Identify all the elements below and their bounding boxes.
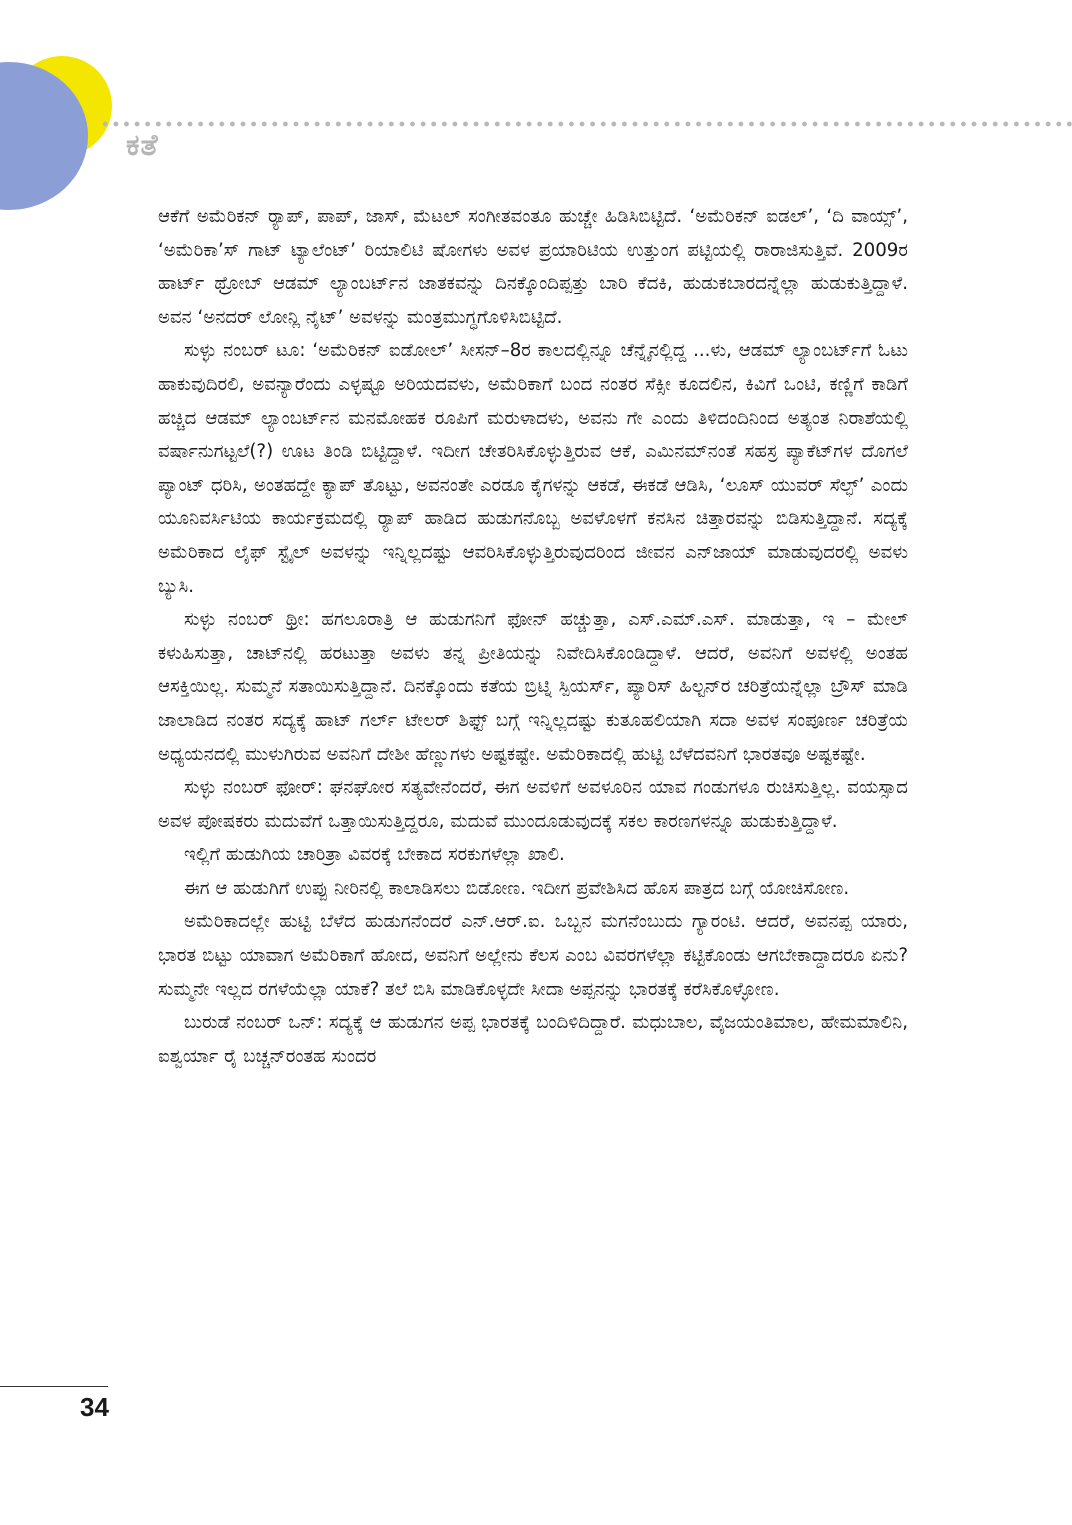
paragraph-2: ಸುಳ್ಳು ನಂಬರ್ ಟೂ: ‘ಅಮೆರಿಕನ್ ಐಡೋಲ್’ ಸೀಸನ್–8ರ ಕಾಲದಲ್ಲಿನ್ನೂ ಚೆನ್ನೈನಲ್ಲಿದ್ದ ...ಳು, ಆಡಮ್ ಲ್ಯಾಂಬರ್ಟ್‌ಗೆ ಓಟು ಹಾಕುವುದಿರಲಿ, ಅವನ್ಯಾರೆಂದು ಎಳ್ಳಷ್ಟೂ ಅರಿಯದವಳು, ಅಮೆರಿಕಾಗೆ ಬಂದ ನಂತರ ಸೆಕ್ಸೀ ಕೂದಲಿನ, ಕಿವಿಗೆ ಒಂಟಿ, ಕಣ್ಣಿಗೆ ಕಾಡಿಗೆ ಹಚ್ಚಿದ ಆಡಮ್ ಲ್ಯಾಂಬರ್ಟ್‌ನ ಮನಮೋಹಕ ರೂಪಿಗೆ ಮರುಳಾದಳು, ಅವನು ಗೇ ಎಂದು ತಿಳಿದಂದಿನಿಂದ ಅತ್ಯಂತ ನಿರಾಶೆಯಲ್ಲಿ ವರ್ಷಾನುಗಟ್ಟಲೆ(?) ಊಟ ತಿಂಡಿ ಬಿಟ್ಟಿದ್ದಾಳೆ. ಇದೀಗ ಚೇತರಿಸಿಕೊಳ್ಳುತ್ತಿರುವ ಆಕೆ, ಎಮಿನಮ್‌ನಂತೆ ಸಹಸ್ರ ಪ್ಯಾಕೆಟ್‌ಗಳ ದೊಗಲೆ ಪ್ಯಾಂಟ್ ಧರಿಸಿ, ಅಂತಹದ್ದೇ ಕ್ಯಾಪ್ ತೊಟ್ಟು, ಅವನಂತೇ ಎರಡೂ ಕೈಗಳನ್ನು ಆಕಡೆ, ಈಕಡೆ ಆಡಿಸಿ, ‘ಲೂಸ್ ಯುವರ್ ಸೆಲ್ಫ್’ ಎಂದು ಯೂನಿವರ್ಸಿಟಿಯ ಕಾರ್ಯಕ್ರಮದಲ್ಲಿ ರ್‍ಯಾಪ್ ಹಾಡಿದ ಹುಡುಗನೊಬ್ಬ ಅವಳೊಳಗೆ ಕನಸಿನ ಚಿತ್ತಾರವನ್ನು ಬಿಡಿಸುತ್ತಿದ್ದಾನೆ. ಸದ್ಯಕ್ಕೆ ಅಮೆರಿಕಾದ ಲೈಫ್ ಸ್ಟೈಲ್ ಅವಳನ್ನು ಇನ್ನಿಲ್ಲದಷ್ಟು ಆವರಿಸಿಕೊಳ್ಳುತ್ತಿರುವುದರಿಂದ ಜೀವನ ಎನ್‌ಜಾಯ್ ಮಾಡುವುದರಲ್ಲಿ ಅವಳು ಬ್ಯುಸಿ. — [158, 340, 908, 597]
footer-rule — [0, 1386, 108, 1387]
paragraph-1: ಆಕೆಗೆ ಅಮೆರಿಕನ್ ರ್‍ಯಾಪ್, ಪಾಪ್, ಜಾಸ್, ಮೆಟಲ್ ಸಂಗೀತವಂತೂ ಹುಚ್ಚೇ ಹಿಡಿಸಿಬಿಟ್ಟಿದೆ. ‘ಅಮೆರಿಕನ್ ಐಡಲ್’, ‘ದಿ ವಾಯ್ಸ್’, ‘ಅಮೆರಿಕಾ’ಸ್ ಗಾಟ್ ಟ್ಯಾಲೆಂಟ್’ ರಿಯಾಲಿಟಿ ಷೋಗಳು ಅವಳ ಪ್ರಯಾರಿಟಿಯ ಉತ್ತುಂಗ ಪಟ್ಟಿಯಲ್ಲಿ ರಾರಾಜಿಸುತ್ತಿವೆ. 2009ರ ಹಾರ್ಟ್ ಥ್ರೋಬ್ ಆಡಮ್ ಲ್ಯಾಂಬರ್ಟ್‌ನ ಜಾತಕವನ್ನು ದಿನಕ್ಕೊಂದಿಪ್ಪತ್ತು ಬಾರಿ ಕೆದಕಿ, ಹುಡುಕಬಾರದನ್ನೆಲ್ಲಾ ಹುಡುಕುತ್ತಿದ್ದಾಳೆ. ಅವನ ‘ಅನದರ್ ಲೋನ್ಲಿ ನೈಟ್’ ಅವಳನ್ನು ಮಂತ್ರಮುಗ್ಧಗೊಳಿಸಿಬಿಟ್ಟಿದೆ. — [158, 206, 908, 328]
paragraph-4: ಸುಳ್ಳು ನಂಬರ್ ಫೋರ್: ಘನಘೋರ ಸತ್ಯವೇನೆಂದರೆ, ಈಗ ಅವಳಿಗೆ ಅವಳೂರಿನ ಯಾವ ಗಂಡುಗಳೂ ರುಚಿಸುತ್ತಿಲ್ಲ. ವಯಸ್ಸಾದ ಅವಳ ಪೋಷಕರು ಮದುವೆಗೆ ಒತ್ತಾಯಿಸುತ್ತಿದ್ದರೂ, ಮದುವೆ ಮುಂದೂಡುವುದಕ್ಕೆ ಸಕಲ ಕಾರಣಗಳನ್ನೂ ಹುಡುಕುತ್ತಿದ್ದಾಳೆ. — [158, 777, 908, 832]
paragraph-5: ಇಲ್ಲಿಗೆ ಹುಡುಗಿಯ ಚಾರಿತ್ರಾ ವಿವರಕ್ಕೆ ಬೇಕಾದ ಸರಕುಗಳೆಲ್ಲಾ ಖಾಲಿ. — [184, 844, 565, 866]
paragraph-8: ಬುರುಡೆ ನಂಬರ್ ಒನ್: ಸದ್ಯಕ್ಕೆ ಆ ಹುಡುಗನ ಅಪ್ಪ ಭಾರತಕ್ಕೆ ಬಂದಿಳಿದಿದ್ದಾರೆ. ಮಧುಬಾಲ, ವೈಜಯಂತಿಮಾಲ, ಹೇಮಮಾಲಿನಿ, ಐಶ್ವರ್ಯಾ ರೈ ಬಚ್ಚನ್‌ರಂತಹ ಸುಂದರ — [158, 1012, 908, 1067]
paragraph-6: ಈಗ ಆ ಹುಡುಗಿಗೆ ಉಪ್ಪು ನೀರಿನಲ್ಲಿ ಕಾಲಾಡಿಸಲು ಬಿಡೋಣ. ಇದೀಗ ಪ್ರವೇಶಿಸಿದ ಹೊಸ ಪಾತ್ರದ ಬಗ್ಗೆ ಯೋಚಿಸೋಣ. — [184, 877, 850, 899]
paragraph-3: ಸುಳ್ಳು ನಂಬರ್ ಥ್ರೀ: ಹಗಲೂರಾತ್ರಿ ಆ ಹುಡುಗನಿಗೆ ಫೋನ್ ಹಚ್ಚುತ್ತಾ, ಎಸ್.ಎಮ್.ಎಸ್. ಮಾಡುತ್ತಾ, ಇ – ಮೇಲ್ ಕಳುಹಿಸುತ್ತಾ, ಚಾಟ್‌ನಲ್ಲಿ ಹರಟುತ್ತಾ ಅವಳು ತನ್ನ ಪ್ರೀತಿಯನ್ನು ನಿವೇದಿಸಿಕೊಂಡಿದ್ದಾಳೆ. ಆದರೆ, ಅವನಿಗೆ ಅವಳಲ್ಲಿ ಅಂತಹ ಆಸಕ್ತಿಯಿಲ್ಲ. ಸುಮ್ಮನೆ ಸತಾಯಿಸುತ್ತಿದ್ದಾನೆ. ದಿನಕ್ಕೊಂದು ಕತೆಯ ಬ್ರಿಟ್ನಿ ಸ್ಪಿಯರ್ಸ್, ಪ್ಯಾರಿಸ್ ಹಿಲ್ಟನ್‌ರ ಚರಿತ್ರೆಯನ್ನೆಲ್ಲಾ ಬ್ರೌಸ್ ಮಾಡಿ ಜಾಲಾಡಿದ ನಂತರ ಸದ್ಯಕ್ಕೆ ಹಾಟ್ ಗರ್ಲ್ ಟೇಲರ್ ಶಿಫ್ಟ್ ಬಗ್ಗೆ ಇನ್ನಿಲ್ಲದಷ್ಟು ಕುತೂಹಲಿಯಾಗಿ ಸದಾ ಅವಳ ಸಂಪೂರ್ಣ ಚರಿತ್ರೆಯ ಅಧ್ಯಯನದಲ್ಲಿ ಮುಳುಗಿರುವ ಅವನಿಗೆ ದೇಶೀ ಹೆಣ್ಣುಗಳು ಅಷ್ಟಕಷ್ಟೇ. ಅಮೆರಿಕಾದಲ್ಲಿ ಹುಟ್ಟಿ ಬೆಳೆದವನಿಗೆ ಭಾರತವೂ ಅಷ್ಟಕಷ್ಟೇ. — [158, 609, 908, 765]
section-label: ಕತೆ — [126, 128, 159, 163]
article-body — [158, 200, 908, 1073]
paragraph-7: ಅಮೆರಿಕಾದಲ್ಲೇ ಹುಟ್ಟಿ ಬೆಳೆದ ಹುಡುಗನೆಂದರೆ ಎನ್.ಆರ್.ಐ. ಒಬ್ಬನ ಮಗನೆಂಬುದು ಗ್ಯಾರಂಟಿ. ಆದರೆ, ಅವನಪ್ಪ ಯಾರು, ಭಾರತ ಬಿಟ್ಟು ಯಾವಾಗ ಅಮೆರಿಕಾಗೆ ಹೋದ, ಅವನಿಗೆ ಅಲ್ಲೇನು ಕೆಲಸ ಎಂಬ ವಿವರಗಳೆಲ್ಲಾ ಕಟ್ಟಿಕೊಂಡು ಆಗಬೇಕಾದ್ದಾದರೂ ಏನು? ಸುಮ್ಮನೇ ಇಲ್ಲದ ರಗಳೆಯೆಲ್ಲಾ ಯಾಕೆ? ತಲೆ ಬಿಸಿ ಮಾಡಿಕೊಳ್ಳದೇ ಸೀದಾ ಅಪ್ಪನನ್ನು ಭಾರತಕ್ಕೆ ಕರೆಸಿಕೊಳ್ಳೋಣ. — [158, 911, 908, 1000]
page-number: 34 — [80, 1392, 109, 1422]
header-dotted-rule — [100, 120, 1072, 128]
